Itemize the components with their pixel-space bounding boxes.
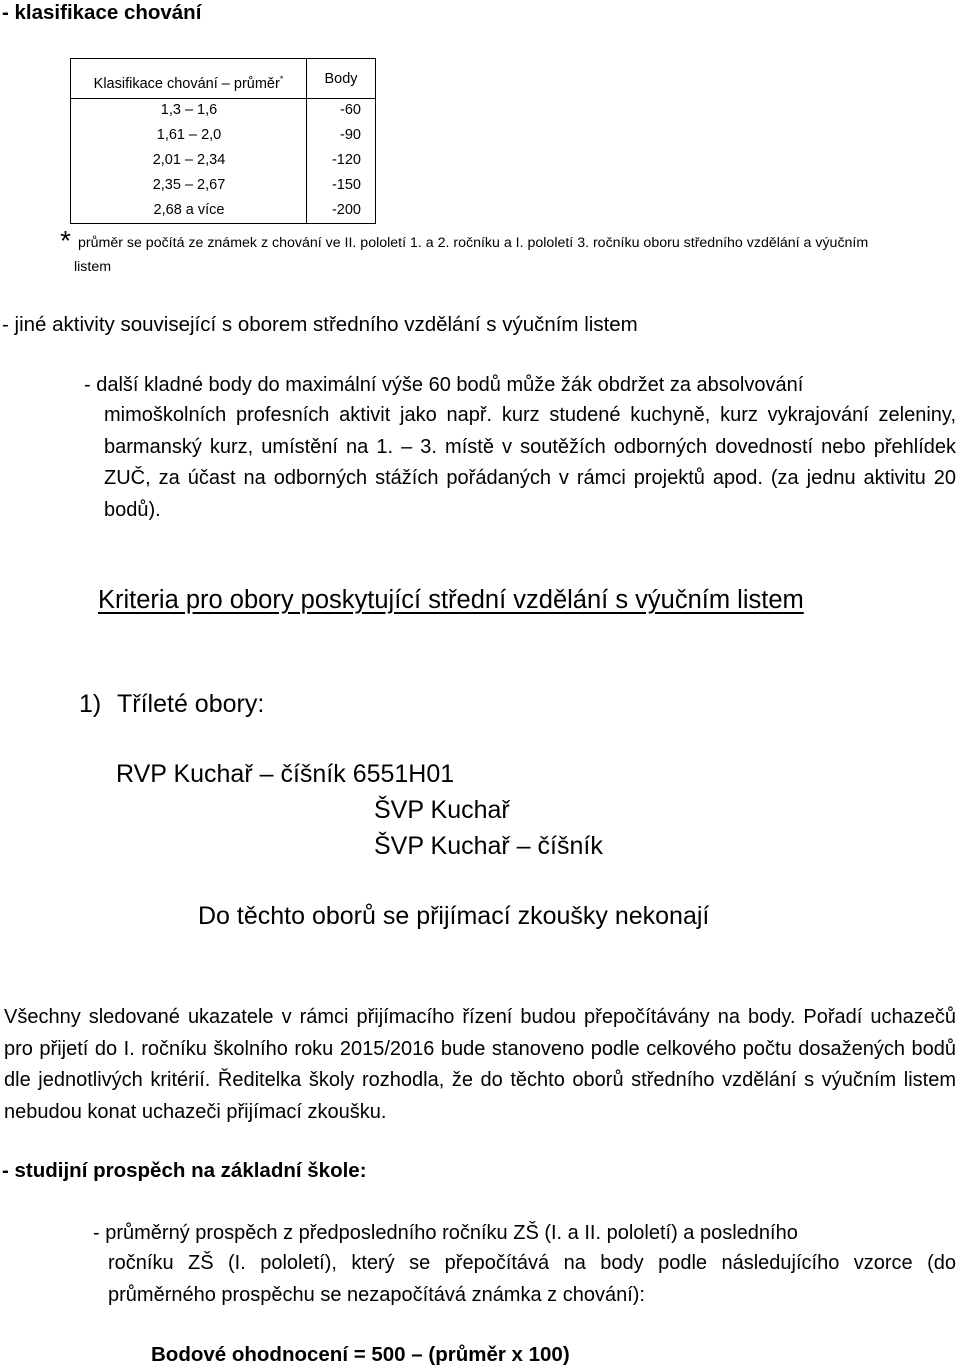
table-cell-points: -200	[331, 202, 361, 218]
footnote-mark: *	[60, 225, 71, 256]
table-cell-range: 1,61 – 2,0	[156, 127, 222, 143]
table-header-footnote-mark: *	[279, 74, 284, 84]
study-results-lead: - průměrný prospěch z předposledního ročníku ZŠ (I. a II. pololetí) a posledního	[93, 1222, 798, 1244]
table-cell-range: 2,01 – 2,34	[152, 152, 226, 168]
table-cell-points: -120	[331, 152, 361, 168]
behavior-classification-table	[70, 58, 376, 224]
rvp-line-1: RVP Kuchař – číšník 6551H01	[116, 760, 455, 788]
other-activities-lead: - další kladné body do maximální výše 60 bodů může žák obdržet za absolvování	[84, 374, 804, 396]
table-cell-range: 2,35 – 2,67	[152, 177, 226, 193]
table-cell-points: -90	[340, 127, 361, 143]
footnote-line-2: listem	[74, 259, 112, 275]
table-header-classification-label: Klasifikace chování – průměr	[93, 76, 280, 92]
footnote-line-1: průměr se počítá ze známek z chování ve II. pololetí 1. a 2. ročníku a I. pololetí 3. ročníku oboru středního vzdělání a výučním	[78, 235, 869, 251]
table-cell-range: 2,68 a více	[153, 202, 225, 218]
table-cell-range: 1,3 – 1,6	[160, 102, 218, 118]
indicators-paragraph: Všechny sledované ukazatele v rámci přijímacího řízení budou přepočítávány na body. Pořadí uchazečů pro přijetí do I. ročníku školního roku 2015/2016 bude stanoveno podle celkového počtu dosažených bodů dle jednotlivých kritérií. Ředitelka školy rozhodla, že do těchto oborů středního vzdělání s výučním listem nebudou konat uchazeči přijímací zkoušku.	[4, 1006, 956, 1123]
other-activities-paragraph: mimoškolních profesních aktivit jako např. kurz studené kuchyně, kurz vykrajování zeleniny, barmanský kurz, umístění na 1. – 3. místě v soutěžích odborných dovedností nebo přehlídek ZUČ, za účast na odborných stážích pořádaných v rámci projektů apod. (za jednu aktivitu 20 bodů).	[104, 404, 956, 521]
table-row	[71, 152, 375, 177]
table-header-classification	[71, 59, 307, 99]
criteria-heading: Kriteria pro obory poskytující střední vzdělání s výučním listem	[98, 586, 804, 614]
study-results-paragraph: ročníku ZŠ (I. pololetí), který se přepočítává na body podle následujícího vzorce (do průměrného prospěchu se nezapočítává známka z chování):	[108, 1252, 956, 1306]
section-heading-behavior: - klasifikace chování	[2, 1, 202, 24]
no-entrance-exam-notice: Do těchto oborů se přijímací zkoušky nekonají	[198, 902, 710, 930]
table-header-points: Body	[307, 59, 375, 99]
points-formula: Bodové ohodnocení = 500 – (průměr x 100)	[151, 1343, 570, 1366]
three-year-number: 1)	[79, 690, 102, 718]
section-heading-study-results: - studijní prospěch na základní škole:	[2, 1159, 367, 1182]
table-row	[71, 102, 375, 127]
table-row	[71, 127, 375, 152]
table-cell-points: -60	[340, 102, 361, 118]
table-row	[71, 202, 375, 227]
table-row	[71, 177, 375, 202]
section-heading-other-activities: - jiné aktivity související s oborem středního vzdělání s výučním listem	[2, 313, 638, 336]
svp-line-2: ŠVP Kuchař	[374, 796, 510, 824]
three-year-label: Tříleté obory:	[117, 690, 265, 718]
svp-line-3: ŠVP Kuchař – číšník	[374, 832, 603, 860]
table-cell-points: -150	[331, 177, 361, 193]
